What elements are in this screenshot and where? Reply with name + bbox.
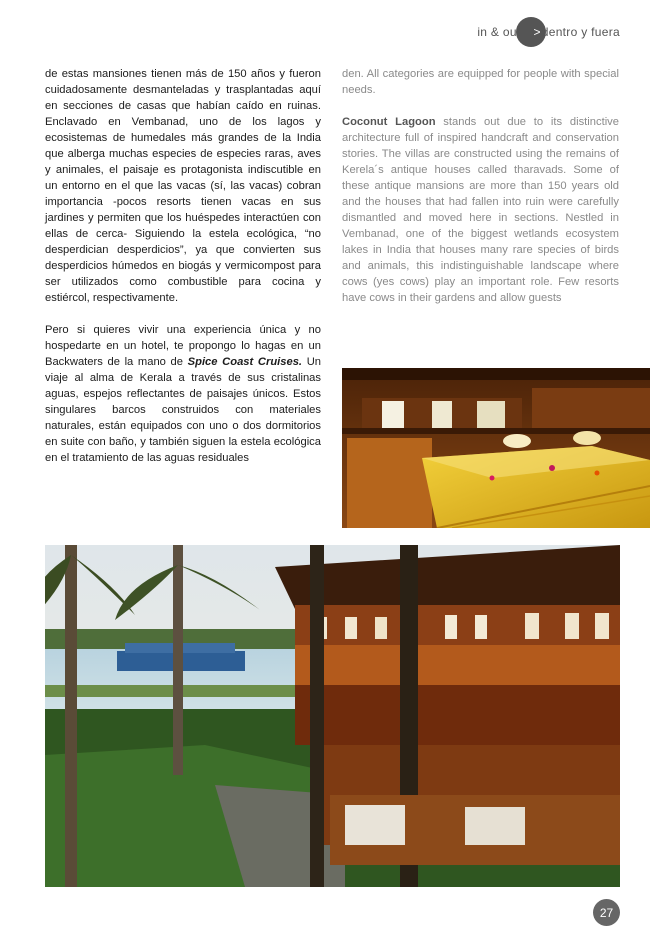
resort-photo [45, 545, 620, 887]
left-paragraph-1: de estas mansiones tienen más de 150 años y fueron cuidadosamente desmanteladas y trasplantadas aquí en secciones de casas que habían caído en ruinas. Enclavado en Vembanad, uno de los lagos y ecosistemas de humedales más grandes de la India que alberga muchas especies de especies raras, aves y animales, el paisaje es protagonista indiscutible en un entorno en el que las vacas (sí, las vacas) cobran importancia -pocos resorts tienen vacas en sus jardines y permiten que los huéspedes interactúen con ellas de cerca- Siguiendo la estela ecológica, “no desperdician desperdicios”, ya que convierten sus desperdicios húmedos en biogás y vermicompost para ser utilizados como combustible para cocina y estiércol, respectivamente. [45, 68, 321, 304]
section-label-es: dentro y fuera [541, 25, 620, 39]
left-paragraph-2: Pero si quieres vivir una experiencia única y no hospedarte en un hotel, te propongo lo hagas en un Backwaters de la mano de Spice Coast Cruises. Un viaje al alma de Kerala a través de sus cristalinas aguas, espejos reflectantes de paisajes únicos. Estos singulares barcos construidos con materiales naturales, están equipados con uno o dos dormitorios en suite con baño, y también siguen la estela ecológica en el tratamiento de las aguas residuales [45, 324, 321, 464]
right-paragraph-2: Coconut Lagoon stands out due to its distinctive architecture full of inspired handcraft and conservation stories. The villas are constructed using the remains of Kerela´s antique houses called tharavads. Some of these antique mansions are more than 150 years old and the houses that had fallen into ruin were carefully dismantled and moved here in sections. Nestled in Vembanad, one of the biggest wetlands ecosystem lakes in India that houses many rare species of birds and animals, this indistinguishable landscape where cows (yes cows) play an important role. Few resorts have cows in their gardens and allow guests [342, 116, 619, 304]
page-number: 27 [593, 899, 620, 926]
spice-coast-brand: Spice Coast Cruises. [187, 356, 303, 368]
right-text-column [342, 66, 619, 306]
bedroom-photo [342, 368, 650, 528]
right-paragraph-1: den. All categories are equipped for people with special needs. [342, 68, 619, 96]
coconut-lagoon-brand: Coconut Lagoon [342, 116, 436, 128]
section-separator: > [533, 25, 541, 39]
section-header [477, 22, 620, 42]
section-label-en: in & out [477, 25, 521, 39]
left-text-column [45, 66, 321, 466]
